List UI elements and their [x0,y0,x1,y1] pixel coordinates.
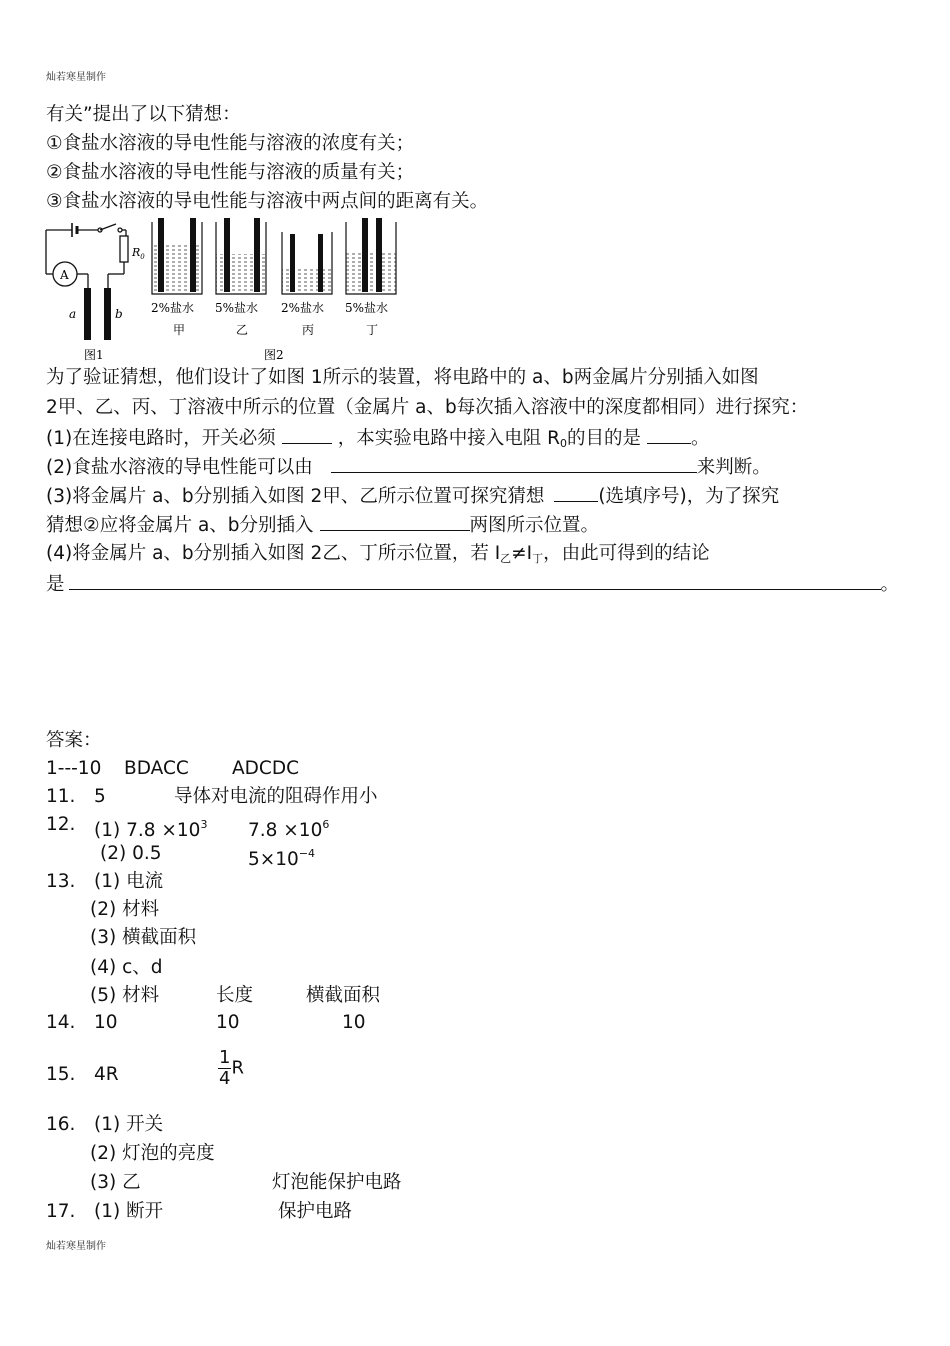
answer-12-c: (2) 0.5 [100,843,162,864]
answer-16-3a: (3) 乙 [90,1172,141,1193]
beaker-4-name: 丁 [366,323,379,337]
answer-15-a: 4R [94,1064,119,1085]
question-4-line-1: (4)将金属片 a、b分别插入如图 2乙、丁所示位置，若 $I_乙\ne I_丁$，由此可得到的结论 [46,543,710,565]
answer-blank[interactable] [331,455,697,473]
answer-13-4: (4) c、d [90,957,163,978]
answer-11-num: 11. [46,786,76,807]
circuit-diagram [46,223,128,288]
answer-11-a: 5 [94,786,106,807]
answer-14-b: 10 [216,1012,240,1033]
answer-16-2: (2) 灯泡的亮度 [90,1143,215,1164]
answer-14-c: 10 [342,1012,366,1033]
fig2-label: 图2 [264,348,284,362]
page-footer: 灿若寒星制作 [46,1241,106,1252]
answers-title: 答案： [46,730,102,751]
answer-blank[interactable] [282,426,332,444]
intro-text: 有关”提出了以下猜想： [46,104,241,125]
answer-1-10-num: 1---10 [46,758,102,779]
beaker-ding [346,218,396,294]
answer-13-2: (2) 材料 [90,899,160,920]
beaker-1-name: 甲 [173,323,186,337]
metal-plate-b [104,288,111,340]
ammeter-label: A [60,268,69,282]
question-3-line-2: 猜想②应将金属片 a、b分别插入 两图所示位置。 [46,515,600,536]
answer-11-b: 导体对电流的阻碍作用小 [174,786,378,807]
beaker-1-conc: 2%盐水 [151,301,195,315]
answer-12-d: $5\times 10^{-4}$ [248,847,316,870]
answer-blank[interactable] [320,513,470,531]
beaker-2-conc: 5%盐水 [215,301,259,315]
beaker-3-name: 丙 [302,323,315,337]
beaker-4-conc: 5%盐水 [345,301,389,315]
answer-blank[interactable] [647,426,691,444]
answer-14-num: 14. [46,1012,76,1033]
answer-blank[interactable] [554,484,598,502]
answer-16-num: 16. [46,1114,76,1135]
answer-17-num: 17. [46,1201,76,1222]
question-3-line-1: (3)将金属片 a、b分别插入如图 2甲、乙所示位置可探究猜想 (选填序号)，为了探究 [46,486,780,507]
question-2: (2)食盐水溶液的导电性能可以由 来判断。 [46,457,771,478]
guess-2: ②食盐水溶液的导电性能与溶液的质量有关； [46,162,415,183]
answer-14-a: 10 [94,1012,118,1033]
question-1: (1)在连接电路时，开关必须 ，本实验电路中接入电阻 $R_0$的目的是 。 [46,428,710,450]
answer-13-1: (1) 电流 [94,871,164,892]
setup-line-1: 为了验证猜想，他们设计了如图 1所示的装置，将电路中的 a、b两金属片分别插入如图 [46,367,759,388]
answer-13-3: (3) 横截面积 [90,927,197,948]
guess-1: ①食盐水溶液的导电性能与溶液的浓度有关； [46,133,415,154]
answer-12-a: (1) $7.8 \times 10^3$ [94,818,208,841]
question-4-line-2: 是 。 [46,574,900,595]
answer-blank[interactable] [69,572,881,590]
guess-3: ③食盐水溶液的导电性能与溶液中两点间的距离有关。 [46,191,489,212]
setup-line-2: 2甲、乙、丙、丁溶液中所示的位置（金属片 a、b每次插入溶液中的深度都相同）进行探究： [46,397,809,418]
answer-13-5c: 横截面积 [306,985,381,1006]
answer-13-5b: 长度 [216,985,254,1006]
r0-label: $R_0$ [132,246,145,261]
answer-15-fraction: $\frac{1}{4}$ R [219,1047,244,1089]
answer-13-num: 13. [46,871,76,892]
answer-15-num: 15. [46,1064,76,1085]
answer-1-10-a: BDACC [124,758,189,779]
plate-a-label: a [69,307,77,321]
metal-plate-a [84,288,91,340]
beaker-2-name: 乙 [236,323,249,337]
answer-16-3b: 灯泡能保护电路 [272,1172,402,1193]
beaker-bing [282,232,332,294]
beaker-yi [216,218,266,294]
answer-17-1a: (1) 断开 [94,1201,164,1222]
answer-12-b: $7.8 \times 10^6$ [248,818,330,841]
answer-17-1b: 保护电路 [278,1201,353,1222]
page-header: 灿若寒星制作 [46,72,106,83]
beaker-jia [152,218,202,294]
answer-1-10-b: ADCDC [232,758,299,779]
plate-b-label: b [115,307,123,321]
beaker-3-conc: 2%盐水 [281,301,325,315]
answer-13-5a: (5) 材料 [90,985,160,1006]
fig1-label: 图1 [84,348,104,362]
answer-16-1: (1) 开关 [94,1114,164,1135]
circuit-figure [40,216,420,366]
answer-12-num: 12. [46,814,76,835]
